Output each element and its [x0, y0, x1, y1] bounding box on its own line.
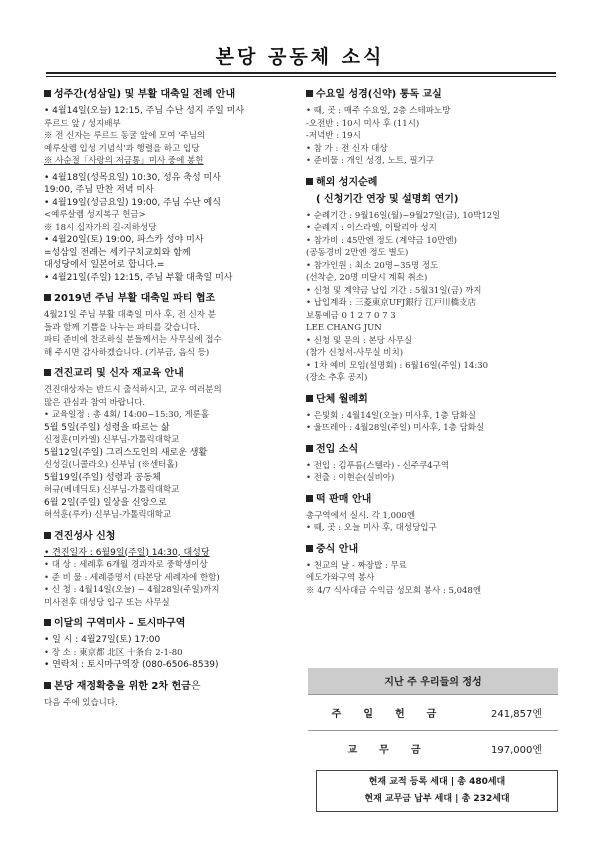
section-bible-class	[306, 80, 560, 168]
text-line: 신정훈(미카엘) 신부님-가톨릭대학교	[44, 435, 180, 445]
text-line: 총구역에서 실시. 각 1,000엔	[306, 510, 416, 521]
text-line: • 전입 : 김푸름(스텔라) - 신주쿠4구역	[306, 460, 450, 471]
square-bullet-icon	[44, 682, 51, 689]
text-line: • 신청 및 계약금 납입 기간 : 5월31일(금) 까지	[306, 285, 482, 296]
text-line: 많은 관심과 참여 바랍니다.	[44, 397, 146, 408]
page-title: 본당 공동체 소식	[215, 46, 385, 68]
offering-amount: 241,857엔	[490, 708, 542, 720]
text-line: 에도가와구역 봉사	[306, 573, 375, 583]
text-line: 대성당에서 일본어로 합니다.=	[44, 260, 165, 270]
text-line: • 4월14일(오늘) 12:15, 주님 수난 성지 주일 미사	[44, 106, 245, 116]
section-party	[44, 292, 302, 359]
section-prayer-group	[306, 393, 560, 435]
text-line: • 전출 : 이현순(실비아)	[306, 473, 395, 483]
section-title: 본당 재정확충을 위한 2차 헌금은	[44, 680, 302, 694]
text-line: • 4월18일(성목요일) 10:30, 성유 축성 미사	[44, 172, 221, 183]
section-catechesis	[44, 367, 302, 522]
section-title: 견진성사 신청	[44, 530, 302, 544]
text-line: • 견진일자 : 6월9일(주일) 14:30, 대성당	[44, 547, 210, 558]
text-line: 5월12일(주일) 그리스도인의 새로운 생활	[44, 447, 208, 458]
square-bullet-icon	[306, 495, 313, 502]
section-rice-cake	[306, 493, 560, 535]
left-column	[44, 80, 302, 709]
registered-households: 현재 교적 등록 세대 | 총 480세대	[368, 777, 506, 787]
text-line: • 교육일정 : 총 4회/ 14:00~15:30, 게룬홀	[44, 410, 210, 420]
text-line: 신성길(니콜라오) 신부님 (※센터홀)	[44, 460, 178, 470]
section-meal	[306, 543, 560, 598]
text-line: LEE CHANG JUN	[306, 323, 382, 333]
section-transfer	[306, 443, 560, 485]
section-donation	[44, 680, 302, 710]
text-line: 19:00, 주님 만찬 저녁 미사	[44, 185, 154, 195]
paying-households: 현재 교무금 납부 세대 | 총 232세대	[364, 794, 510, 804]
offering-label: 주일헌금	[331, 708, 459, 720]
section-holy-week	[44, 80, 302, 284]
section-confirmation	[44, 530, 302, 610]
text-line: 허석훈(루카) 신부님-가톨릭대학교	[44, 510, 172, 520]
text-line: (참가 신청서-사무실 비치)	[306, 348, 404, 358]
text-line: • 신청 및 문의 : 본당 사무실	[306, 335, 413, 346]
text-line: • 순례지 : 이스라엘, 이탈리아 성지	[306, 223, 437, 233]
text-line: 예루살렘 입성 기념식'과 행렬을 하고 입당	[44, 143, 200, 154]
text-line: • 순례기간 : 9월16일(월)~9월27일(금), 10박12일	[306, 210, 501, 221]
square-bullet-icon	[44, 369, 51, 376]
section-title: 성주간(성삼일) 및 부활 대축일 전례 안내	[44, 88, 302, 102]
offering-label: 교무금	[347, 744, 443, 756]
text-line: 견진대상자는 반드시 출석하시고, 교우 여러분의	[44, 385, 222, 395]
text-line: 5월19일(주일) 성령과 공동체	[44, 472, 161, 483]
text-line: 파티 준비에 찬조하실 분들께서는 사무실에 접수	[44, 335, 222, 345]
section-title: 단체 월례회	[306, 393, 560, 407]
text-line: • 때, 곳 : 매주 수요일, 2층 스테파노방	[306, 106, 451, 116]
text-line: • 천교의 날 - 짜장밥 : 무료	[306, 560, 407, 571]
square-bullet-icon	[44, 294, 51, 301]
text-line: • 참가비 : 45만엔 정도 (계약금 10만엔)	[306, 235, 457, 246]
text-line: (장소 추후 공지)	[306, 373, 368, 383]
text-line: 다음 주에 있습니다.	[44, 697, 118, 708]
text-line: • 신 청 : 4월14일(오늘) ~ 4월28일(주일)까지	[44, 585, 220, 595]
text-line: • 장 소 : 東京都 北区 十条台 2-1-80	[44, 647, 183, 658]
text-line: • 4월20일(토) 19:00, 파스카 성야 미사	[44, 235, 204, 245]
text-line: • 4월21일(주일) 12:15, 주님 부활 대축일 미사	[44, 272, 233, 283]
text-line: 보통예금 0 1 2 7 0 7 3	[306, 310, 396, 321]
square-bullet-icon	[306, 445, 313, 452]
section-title: 떡 판매 안내	[306, 493, 560, 507]
offering-row	[308, 694, 558, 730]
text-line: • 4월19일(성금요일) 19:00, 주님 수난 예식	[44, 197, 221, 208]
offering-amount: 197,000엔	[490, 744, 542, 756]
text-line: 6월 2일(주일) 일상을 신앙으로	[44, 497, 167, 508]
text-line: <예루살렘 성지복구 헌금>	[44, 210, 146, 220]
household-status-box	[316, 770, 558, 812]
text-line: • 연락처 : 토시마구역장 (080-6506-8539)	[44, 660, 219, 670]
text-line: ※ 사순절「사랑의 저금통」미사 중에 봉헌	[44, 156, 204, 166]
text-line: -저녁반 : 19시	[306, 131, 361, 141]
text-line: • 때, 곳 : 오늘 미사 후, 대성당입구	[306, 523, 437, 533]
text-line: • 준 비 물 : 세례증명서 (타본당 세례자에 한함)	[44, 572, 220, 583]
square-bullet-icon	[306, 395, 313, 402]
text-line: • 1차 예비 모임(설명회) : 6월16일(주일) 14:30	[306, 360, 489, 371]
text-line: • 일 시 : 4월27일(토) 17:00	[44, 635, 161, 645]
section-subtitle: ( 신청기간 연장 및 설명회 연기)	[316, 193, 459, 205]
offering-header: 지난 주 우리들의 정성	[384, 677, 482, 689]
text-line: ※ 18시 십자가의 길-지하성당	[44, 222, 157, 233]
offering-row	[308, 730, 558, 766]
section-title: 전입 소식	[306, 443, 560, 457]
text-line: 루르드 앞 / 성지배부	[44, 118, 121, 129]
offering-table	[308, 668, 558, 766]
section-title: 이달의 구역미사 – 토시마구역	[44, 617, 302, 631]
section-title: 해외 성지순례	[306, 176, 560, 190]
text-line: (공동경비 2만엔 정도 별도)	[306, 248, 409, 258]
title-rule-thin	[46, 76, 556, 77]
text-line: • 납입계좌 : 三菱東京UFJ銀行 江戸川橋支店	[306, 298, 476, 308]
text-line: ※ 전 신자는 루르드 동굴 앞에 모여 '주님의	[44, 131, 206, 141]
section-title: 견진교리 및 신자 재교육 안내	[44, 367, 302, 381]
text-line: • 준비물 : 개인 성경, 노트, 필기구	[306, 156, 435, 166]
text-line: 들과 함께 기쁨을 나누는 파티를 갖습니다.	[44, 322, 200, 333]
square-bullet-icon	[44, 532, 51, 539]
section-title: 수요일 성경(신약) 통독 교실	[306, 88, 560, 102]
right-column	[306, 80, 560, 597]
section-district-mass	[44, 617, 302, 672]
text-line: 허규(베네딕토) 신부님-가톨릭대학교	[44, 485, 180, 495]
section-title: 중식 안내	[306, 543, 560, 557]
text-line: • 은빛회 : 4월14일(오늘) 미사후, 1층 담화실	[306, 410, 477, 421]
text-line: 해 주시면 감사하겠습니다. (기부금, 음식 등)	[44, 347, 210, 358]
title-rule-thick	[46, 72, 556, 74]
square-bullet-icon	[44, 619, 51, 626]
offering-header-row	[308, 668, 558, 694]
square-bullet-icon	[306, 178, 313, 185]
text-line: ※ 4/7 식사대금 수익금 성모회 봉사 : 5,048엔	[306, 585, 482, 596]
square-bullet-icon	[306, 90, 313, 97]
text-line: • 참가인원 : 최소 20명~35명 정도	[306, 260, 439, 271]
section-title: 2019년 주님 부활 대축일 파티 협조	[44, 292, 302, 306]
text-line: 4월21일 주님 부활 대축일 미사 후, 전 신자 분	[44, 310, 216, 320]
text-line: (선착순, 20명 미달시 계획 취소)	[306, 273, 428, 283]
text-line: =성삼일 전례는 세키구치교회와 함께	[44, 247, 191, 258]
square-bullet-icon	[306, 545, 313, 552]
text-line: • 대 상 : 세례후 6개월 경과자로 중학생이상	[44, 560, 208, 570]
text-line: • 참 가 : 전 신자 대상	[306, 143, 388, 154]
text-line: 5월 5일(주일) 성령을 따르는 삶	[44, 422, 170, 433]
text-line: 미사전후 대성당 입구 또는 사무실	[44, 597, 170, 608]
section-pilgrimage	[306, 176, 560, 385]
square-bullet-icon	[44, 90, 51, 97]
text-line: -오전반 : 10시 미사 후 (11시)	[306, 118, 420, 129]
text-line: • 울뜨레아 : 4월28일(주일) 미사후, 1층 담화실	[306, 423, 485, 433]
